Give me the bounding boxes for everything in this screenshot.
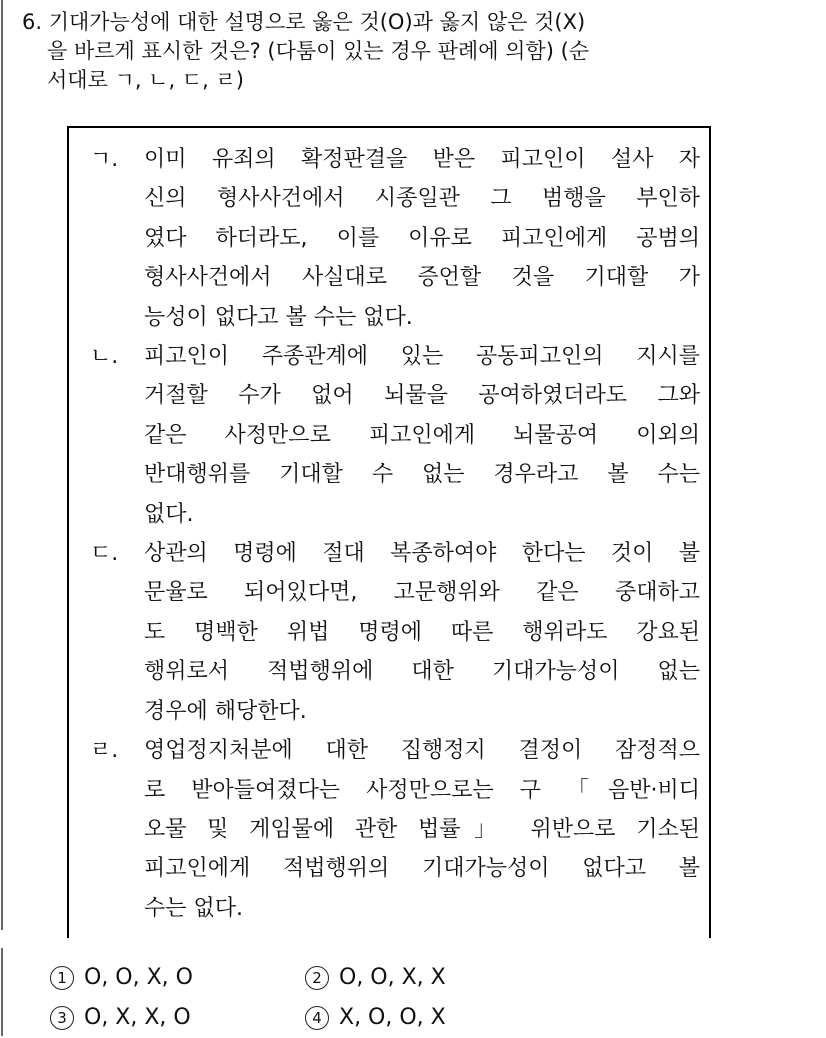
question-stem [22, 8, 792, 95]
statement-item-a: ㄱ. 이미 유죄의 확정판결을 받은 피고인이 설사 자 신의 형사사건에서 시종일관 그 범행을 부인하 였다 하더라도, 이를 이유로 피고인에게 공범의 형사사건에서 사실대로 증언할 것을 기대할 가 능성이 없다고 볼 수는 없다. [90, 140, 700, 337]
choice-number-circle: 4 [305, 1006, 329, 1030]
page-margin-rule [1, 0, 3, 930]
statement-item-b: ㄴ. 피고인이 주종관계에 있는 공동피고인의 지시를 거절할 수가 없어 뇌물을 공여하였더라도 그와 같은 사정만으로 피고인에게 뇌물공여 이외의 반대행위를 기대할 수 없는 경우라고 볼 수는 없다. [90, 337, 700, 534]
choice-3[interactable] [50, 998, 305, 1038]
choice-text: X, O, O, X [339, 1005, 446, 1030]
statement-item-d: ㄹ. 영업정지처분에 대한 집행정지 결정이 잠정적으 로 받아들여졌다는 사정만으로는 구 「음반·비디 오물 및 게임물에 관한 법률」 위반으로 기소된 피고인에게 적법행위의 기대가능성이 없다고 볼 수는 없다. [90, 731, 700, 928]
page-margin-rule [1, 948, 3, 1036]
statement-list [90, 140, 700, 928]
question-number: 6. [22, 10, 43, 34]
answer-choices [50, 958, 610, 1038]
question-line: 을 바르게 표시한 것은? (다툼이 있는 경우 판례에 의함) (순 [47, 39, 590, 63]
item-marker: ㄴ. [90, 344, 119, 370]
item-marker: ㄱ. [90, 147, 119, 172]
choice-1[interactable] [50, 958, 305, 998]
choice-4[interactable] [305, 998, 560, 1038]
choice-2[interactable] [305, 958, 560, 998]
choice-number-circle: 2 [305, 966, 329, 990]
question-line: 6. 기대가능성에 대한 설명으로 옳은 것(O)과 옳지 않은 것(X) [22, 10, 586, 34]
choice-text: O, O, X, X [339, 965, 446, 990]
item-marker: ㄷ. [90, 541, 119, 567]
statement-item-c: ㄷ. 상관의 명령에 절대 복종하여야 한다는 것이 불 문율로 되어있다면, 고문행위와 같은 중대하고 도 명백한 위법 명령에 따른 행위라도 강요된 행위로서 적법행위에 대한 기대가능성이 없는 경우에 해당한다. [90, 534, 700, 731]
choice-number-circle: 3 [50, 1006, 74, 1030]
choice-text: O, X, X, O [84, 1005, 191, 1030]
choice-number-circle: 1 [50, 966, 74, 990]
choice-text: O, O, X, O [84, 965, 193, 990]
question-line: 서대로 ㄱ, ㄴ, ㄷ, ㄹ) [47, 68, 244, 92]
item-marker: ㄹ. [90, 738, 119, 764]
